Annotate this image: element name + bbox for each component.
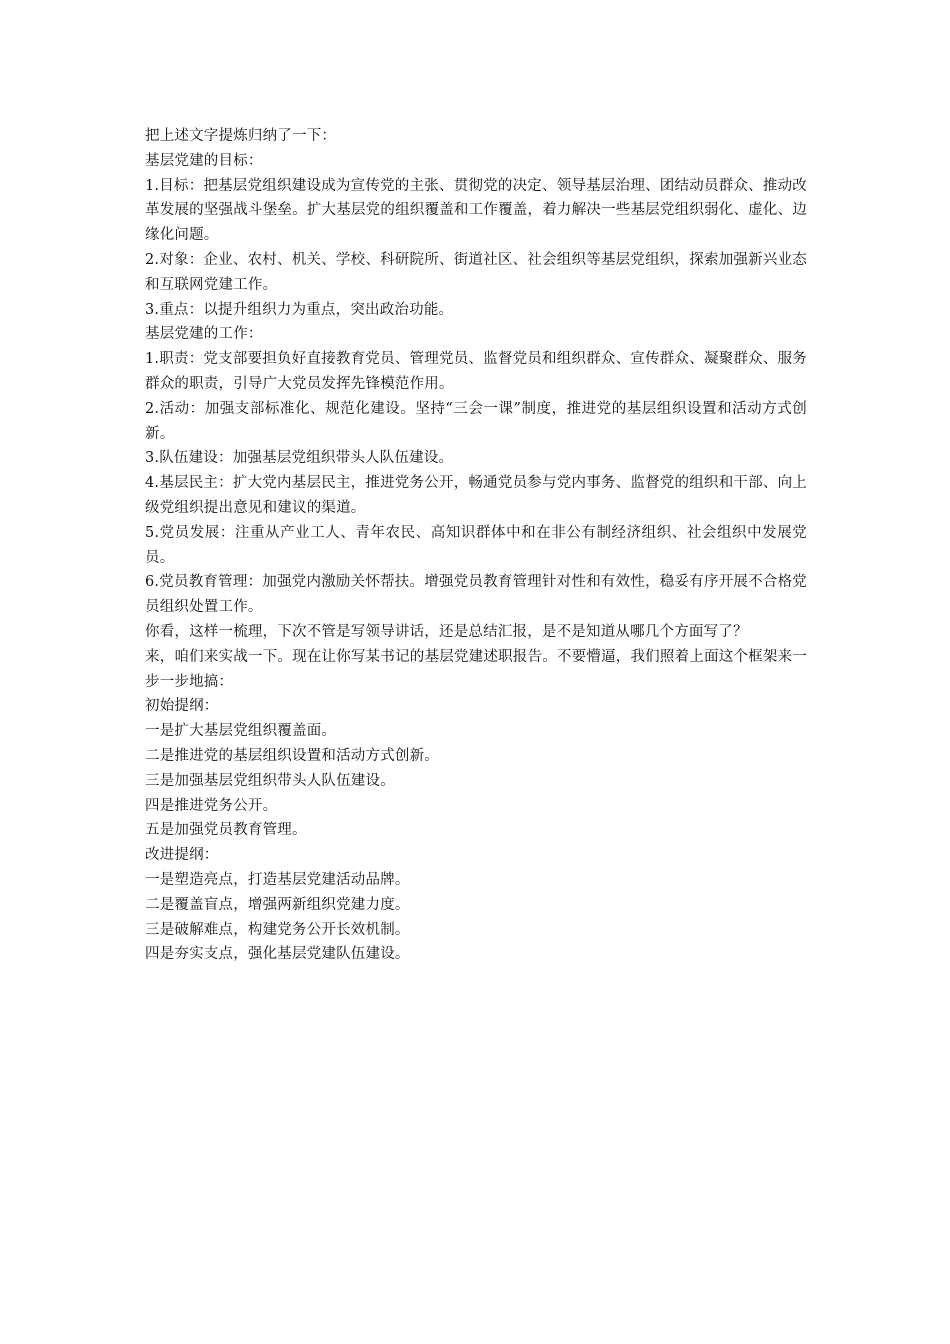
outline-improved-item-2: 二是覆盖盲点，增强两新组织党建力度。	[145, 896, 410, 913]
outline-improved-item-3: 三是破解难点，构建党务公开长效机制。	[145, 921, 410, 938]
paragraph-summary-intro: 把上述文字提炼归纳了一下：	[145, 128, 337, 144]
paragraph-goal-1: 1.目标：把基层党组织建设成为宣传党的主张、贯彻党的决定、领导基层治理、团结动员群众、推动改革发展的坚强战斗堡垒。扩大基层党的组织覆盖和工作覆盖，着力解决一些基层党组织弱化、虚化、边缘化问题。	[145, 177, 807, 244]
paragraph-work-1: 1.职责：党支部要担负好直接教育党员、管理党员、监督党员和组织群众、宣传群众、凝聚群众、服务群众的职责，引导广大党员发挥先锋模范作用。	[145, 351, 807, 392]
paragraph-work-6: 6.党员教育管理：加强党内激励关怀帮扶。增强党员教育管理针对性和有效性，稳妥有序开展不合格党员组织处置工作。	[145, 574, 807, 616]
paragraph-work-3: 3.队伍建设：加强基层党组织带头人队伍建设。	[145, 450, 454, 467]
outline-initial-item-5: 五是加强党员教育管理。	[145, 822, 307, 839]
outline-improved-item-1: 一是塑造亮点，打造基层党建活动品牌。	[145, 871, 410, 888]
paragraph-work-4: 4.基层民主：扩大党内基层民主，推进党务公开，畅通党员参与党内事务、监督党的组织和干部、向上级党组织提出意见和建议的渠道。	[145, 475, 807, 516]
outline-initial-item-2: 二是推进党的基层组织设置和活动方式创新。	[145, 747, 439, 764]
heading-improved-outline: 改进提纲：	[145, 847, 219, 864]
paragraph-goal-2: 2.对象：企业、农村、机关、学校、科研院所、街道社区、社会组织等基层党组织，探索加强新兴业态和互联网党建工作。	[145, 251, 807, 293]
paragraph-work-5: 5.党员发展：注重从产业工人、青年农民、高知识群体中和在非公有制经济组织、社会组织中发展党员。	[145, 524, 807, 566]
paragraph-practice: 来，咱们来实战一下。现在让你写某书记的基层党建述职报告。不要懵逼，我们照着上面这个框架来一步一步地搞：	[145, 648, 807, 690]
outline-initial-item-4: 四是推进党务公开。	[145, 797, 278, 814]
paragraph-goal-3: 3.重点：以提升组织力为重点，突出政治功能。	[145, 301, 454, 318]
heading-goals: 基层党建的目标：	[145, 152, 263, 169]
paragraph-comment: 你看，这样一梳理，下次不管是写领导讲话，还是总结汇报，是不是知道从哪几个方面写了？	[145, 623, 748, 640]
outline-initial-item-3: 三是加强基层党组织带头人队伍建设。	[145, 772, 395, 789]
heading-initial-outline: 初始提纲：	[145, 698, 219, 715]
heading-work: 基层党建的工作：	[145, 326, 263, 343]
paragraph-work-2: 2.活动：加强支部标准化、规范化建设。坚持“三会一课”制度，推进党的基层组织设置和活动方式创新。	[145, 400, 807, 442]
document-body	[145, 124, 807, 967]
outline-improved-item-4: 四是夯实支点，强化基层党建队伍建设。	[145, 946, 410, 963]
outline-initial-item-1: 一是扩大基层党组织覆盖面。	[145, 723, 337, 740]
